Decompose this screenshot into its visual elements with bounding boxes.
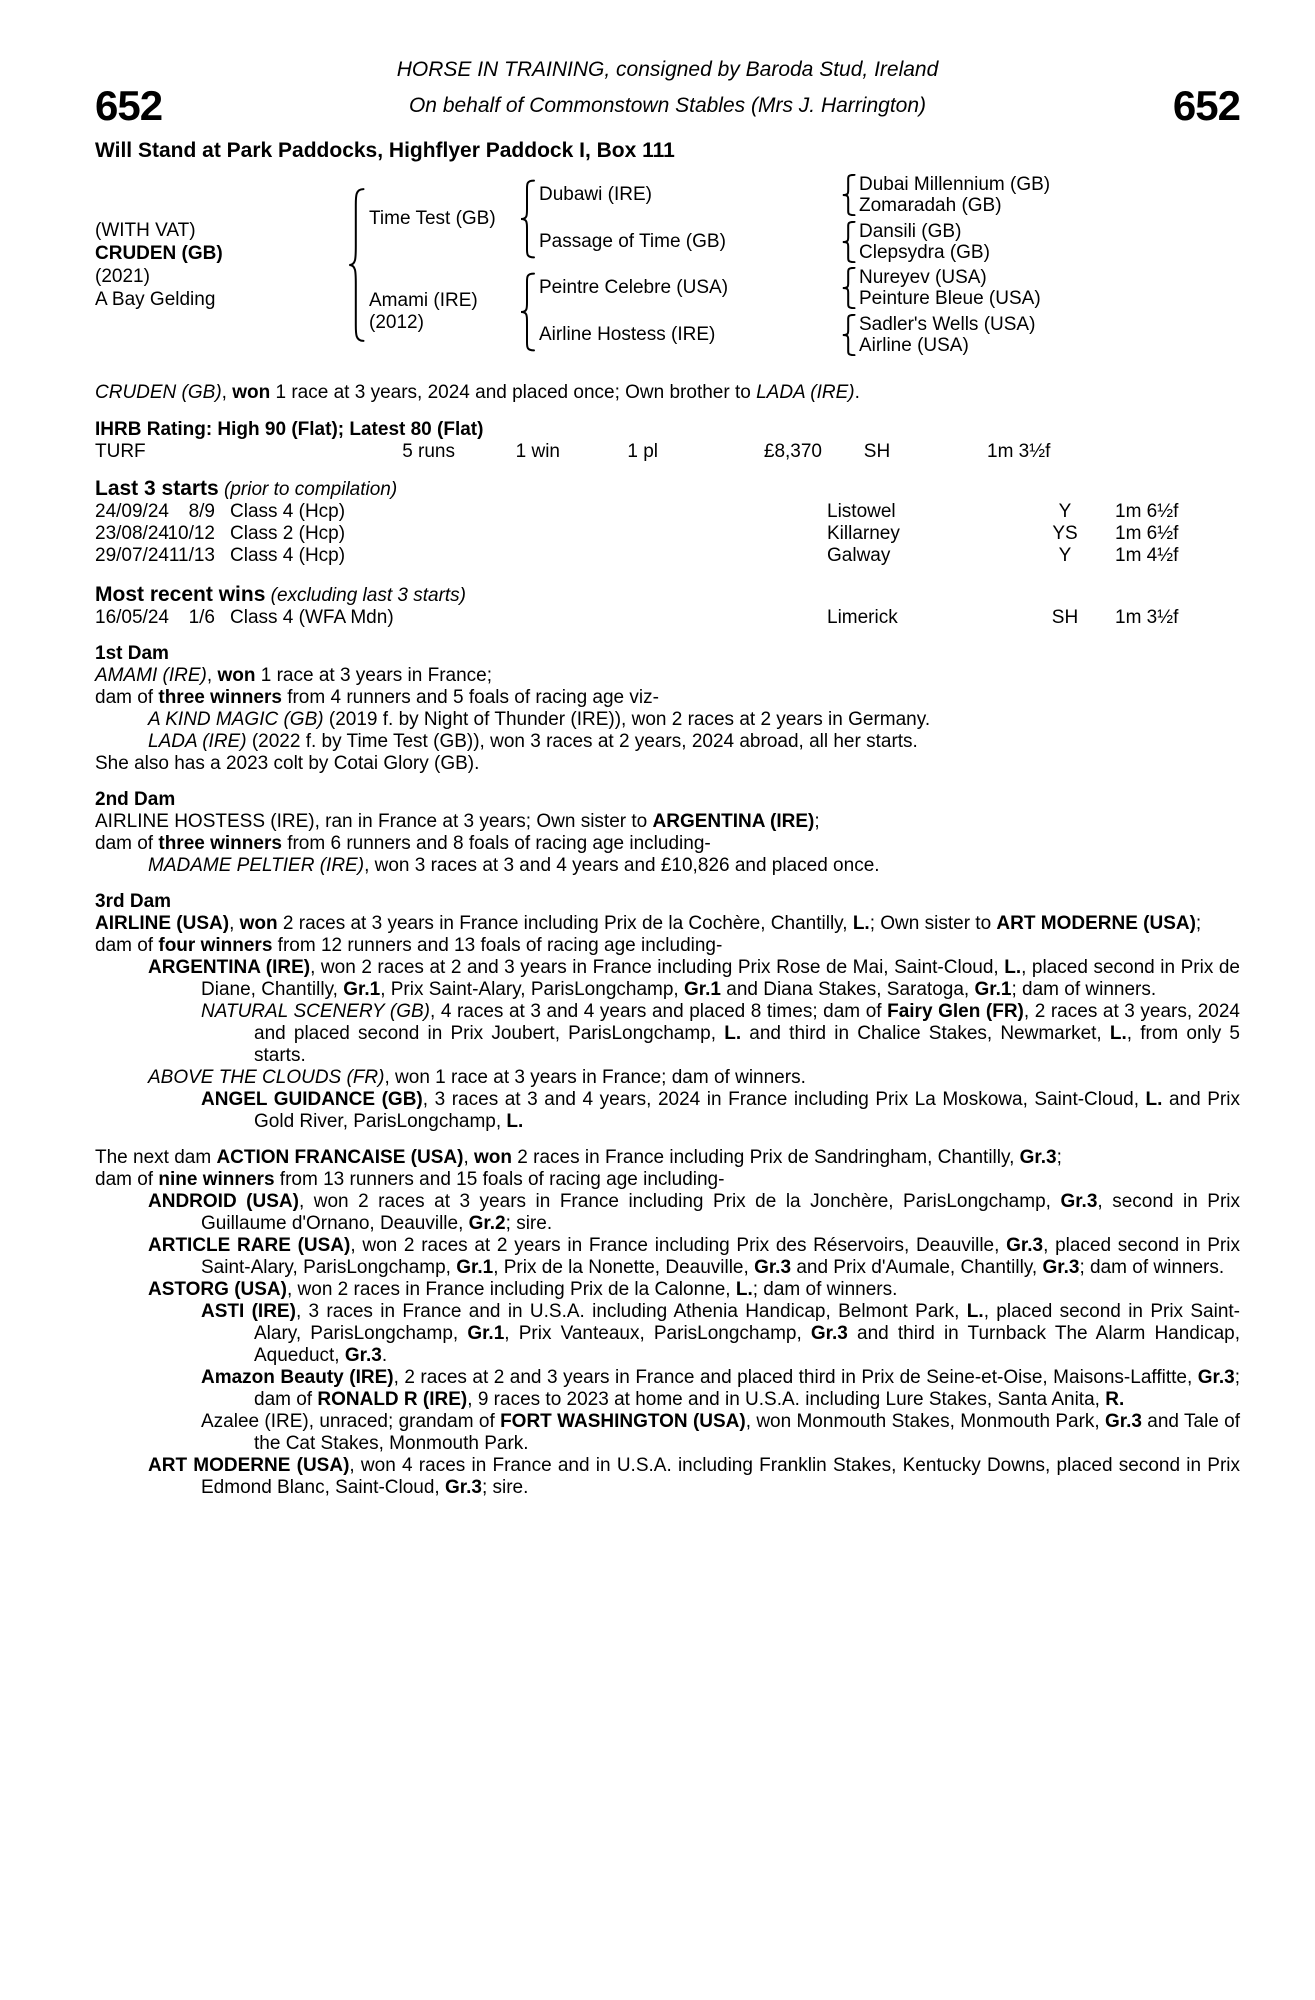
dam-sire-name: Peintre Celebre (USA)	[539, 277, 729, 299]
race-course: Limerick	[827, 607, 898, 628]
sire-dam-branch	[539, 219, 1240, 266]
race-date: 24/09/24	[95, 501, 169, 522]
pedigree-paragraph: MADAME PELTIER (IRE), won 3 races at 3 and 4 years and £10,826 and placed once.	[148, 855, 880, 876]
race-position: 10/12	[167, 523, 215, 544]
dam-dam-dam-name: Airline (USA)	[859, 334, 969, 356]
pedigree-paragraph: AIRLINE (USA), won 2 races at 3 years in France including Prix de la Cochère, Chantilly, L.; Own sister to ART MODERNE (USA);	[95, 913, 1202, 934]
race-going: Y	[1058, 501, 1072, 522]
subject-vat-note: (WITH VAT)	[95, 220, 196, 241]
last-starts-heading	[95, 477, 1240, 501]
section-1st-dam	[95, 643, 1240, 775]
race-course: Listowel	[827, 501, 896, 522]
stand-location-line: Will Stand at Park Paddocks, Highflyer Paddock I, Box 111	[95, 139, 675, 162]
recent-wins-block	[95, 583, 1240, 629]
dam-branch	[369, 265, 1240, 358]
race-position: 11/13	[168, 545, 215, 566]
dam-sire-dam-name: Peinture Bleue (USA)	[859, 288, 1041, 310]
sire-sire-name: Dubawi (IRE)	[539, 184, 652, 206]
dam-year: (2012)	[369, 311, 424, 333]
sire-sire-branch	[539, 172, 1240, 219]
pedigree-paragraph: dam of nine winners from 13 runners and 15 foals of racing age including-	[95, 1169, 725, 1190]
lot-number-left: 652	[95, 82, 163, 129]
pedigree-subject	[95, 172, 347, 358]
pedigree-brace	[841, 265, 859, 312]
pedigree-paragraph: LADA (IRE) (2022 f. by Time Test (GB)), won 3 races at 2 years, 2024 abroad, all her starts.	[148, 731, 918, 752]
sire-sire-dam-name: Zomaradah (GB)	[859, 195, 1002, 217]
last-starts-block	[95, 477, 1240, 567]
horse-summary: CRUDEN (GB), won 1 race at 3 years, 2024 and placed once; Own brother to LADA (IRE).	[95, 382, 860, 403]
race-course: Killarney	[827, 523, 900, 544]
race-distance: 1m 3½f	[1115, 607, 1179, 628]
recent-wins-note: (excluding last 3 starts)	[270, 585, 467, 606]
rating-places: 1 pl	[627, 441, 658, 462]
rating-runs: 5 runs	[402, 441, 455, 462]
sire-dam-sire-name: Dansili (GB)	[859, 220, 962, 242]
pedigree-brace	[519, 265, 539, 358]
dam-dam-branch	[539, 312, 1240, 359]
race-distance: 1m 4½f	[1115, 545, 1179, 566]
pedigree-brace	[841, 219, 859, 266]
pedigree-paragraph: ANDROID (USA), won 2 races at 3 years in France including Prix de la Jonchère, ParisLongchamp, Gr.3, second in Prix Guillaume d'Ornano, Deauville, Gr.2; sire.	[148, 1191, 1240, 1234]
dam-sire-branch	[539, 265, 1240, 312]
rating-surface: TURF	[95, 441, 146, 462]
pedigree-paragraph: AMAMI (IRE), won 1 race at 3 years in France;	[95, 665, 493, 686]
recent-wins-title: Most recent wins	[95, 583, 266, 606]
last-starts-note: (prior to compilation)	[224, 479, 398, 500]
pedigree-paragraph: dam of three winners from 6 runners and 8 foals of racing age including-	[95, 833, 711, 854]
consignment-line: HORSE IN TRAINING, consigned by Baroda Stud, Ireland	[396, 58, 939, 81]
pedigree-brace	[841, 172, 859, 219]
race-date: 16/05/24	[95, 607, 169, 628]
race-date: 23/08/24	[95, 523, 169, 544]
race-class: Class 4 (Hcp)	[230, 501, 346, 522]
rating-going: SH	[863, 441, 891, 462]
section-heading: 1st Dam	[95, 643, 169, 664]
pedigree-paragraph: ASTI (IRE), 3 races in France and in U.S.A. including Athenia Handicap, Belmont Park, L., placed second in Prix Saint-Alary, ParisLongchamp, Gr.1, Prix Vanteaux, ParisLongchamp, Gr.3 and third in Turnback The Alarm Handicap, Aqueduct, Gr.3.	[201, 1301, 1240, 1366]
rating-block	[95, 419, 1240, 463]
sire-dam-dam-name: Clepsydra (GB)	[859, 241, 990, 263]
race-distance: 1m 6½f	[1115, 501, 1179, 522]
sire-dam-name: Passage of Time (GB)	[539, 230, 726, 252]
sire-name: Time Test (GB)	[369, 207, 496, 229]
race-row	[95, 523, 1240, 545]
race-row	[95, 501, 1240, 523]
rating-earnings: £8,370	[763, 441, 822, 462]
race-row	[95, 545, 1240, 567]
race-going: YS	[1052, 523, 1078, 544]
pedigree-paragraph: dam of four winners from 12 runners and 13 foals of racing age including-	[95, 935, 723, 956]
dam-dam-sire-name: Sadler's Wells (USA)	[859, 313, 1036, 335]
pedigree-paragraph: ASTORG (USA), won 2 races in France including Prix de la Calonne, L.; dam of winners.	[148, 1279, 898, 1300]
pedigree-paragraph: ARTICLE RARE (USA), won 2 races at 2 years in France including Prix des Réservoirs, Deauville, Gr.3, placed second in Prix Saint-Alary, ParisLongchamp, Gr.1, Prix de la Nonette, Deauville, Gr.3 and Prix d'Aumale, Chantilly, Gr.3; dam of winners.	[148, 1235, 1240, 1278]
race-course: Galway	[827, 545, 891, 566]
race-distance: 1m 6½f	[1115, 523, 1179, 544]
pedigree-paragraph: ANGEL GUIDANCE (GB), 3 races at 3 and 4 years, 2024 in France including Prix La Moskowa, Saint-Cloud, L. and Prix Gold River, ParisLongchamp, L.	[201, 1089, 1240, 1132]
section-heading: 2nd Dam	[95, 789, 176, 810]
header-row	[95, 84, 1240, 128]
race-going: SH	[1051, 607, 1079, 628]
race-class: Class 4 (Hcp)	[230, 545, 346, 566]
race-class: Class 2 (Hcp)	[230, 523, 346, 544]
behalf-line: On behalf of Commonstown Stables (Mrs J. Harrington)	[408, 94, 927, 117]
race-position: 1/6	[188, 607, 215, 628]
recent-wins-heading	[95, 583, 1240, 607]
dam-name: Amami (IRE)	[369, 289, 478, 311]
pedigree-brace	[347, 172, 369, 358]
sire-sire-sire-name: Dubai Millennium (GB)	[859, 174, 1051, 196]
pedigree-paragraph: dam of three winners from 4 runners and 5 foals of racing age viz-	[95, 687, 659, 708]
race-going: Y	[1058, 545, 1072, 566]
pedigree-paragraph: ART MODERNE (USA), won 4 races in France and in U.S.A. including Franklin Stakes, Kentucky Downs, placed second in Prix Edmond Blanc, Saint-Cloud, Gr.3; sire.	[148, 1455, 1240, 1498]
dam-sire-sire-name: Nureyev (USA)	[859, 267, 987, 289]
pedigree-paragraph: Amazon Beauty (IRE), 2 races at 2 and 3 years in France and placed third in Prix de Seine-et-Oise, Maisons-Laffitte, Gr.3; dam of RONALD R (IRE), 9 races to 2023 at home and in U.S.A. including Lure Stakes, Santa Anita, R.	[201, 1367, 1240, 1410]
subject-year: (2021)	[95, 266, 150, 287]
race-date: 29/07/24	[95, 545, 169, 566]
rating-wins: 1 win	[515, 441, 560, 462]
pedigree-paragraph: A KIND MAGIC (GB) (2019 f. by Night of Thunder (IRE)), won 2 races at 2 years in Germany.	[148, 709, 931, 730]
rating-distance: 1m 3½f	[987, 441, 1051, 462]
subject-description: A Bay Gelding	[95, 289, 216, 310]
pedigree-paragraph: ARGENTINA (IRE), won 2 races at 2 and 3 years in France including Prix Rose de Mai, Saint-Cloud, L., placed second in Prix de Diane, Chantilly, Gr.1, Prix Saint-Alary, ParisLongchamp, Gr.1 and Diana Stakes, Saratoga, Gr.1; dam of winners.	[148, 957, 1240, 1000]
lot-number-right: 652	[1172, 82, 1240, 129]
pedigree-brace	[841, 312, 859, 359]
section-3rd-dam	[95, 891, 1240, 1133]
pedigree-generations	[369, 172, 1240, 358]
race-class: Class 4 (WFA Mdn)	[230, 607, 394, 628]
rating-heading: IHRB Rating: High 90 (Flat); Latest 80 (Flat)	[95, 419, 484, 440]
pedigree-paragraph: The next dam ACTION FRANCAISE (USA), won 2 races in France including Prix de Sandringham, Chantilly, Gr.3;	[95, 1147, 1062, 1168]
section-2nd-dam	[95, 789, 1240, 877]
dam-dam-name: Airline Hostess (IRE)	[539, 323, 716, 345]
section-next-dam	[95, 1147, 1240, 1499]
race-position: 8/9	[188, 501, 215, 522]
rating-row	[95, 441, 1240, 463]
pedigree-paragraph: AIRLINE HOSTESS (IRE), ran in France at 3 years; Own sister to ARGENTINA (IRE);	[95, 811, 820, 832]
race-row	[95, 607, 1240, 629]
pedigree-paragraph: ABOVE THE CLOUDS (FR), won 1 race at 3 years in France; dam of winners.	[148, 1067, 806, 1088]
subject-name: CRUDEN (GB)	[95, 243, 223, 264]
pedigree-paragraph: Azalee (IRE), unraced; grandam of FORT WASHINGTON (USA), won Monmouth Stakes, Monmouth Park, Gr.3 and Tale of the Cat Stakes, Monmouth Park.	[201, 1411, 1240, 1454]
pedigree-brace	[519, 172, 539, 265]
last-starts-title: Last 3 starts	[95, 477, 219, 500]
section-heading: 3rd Dam	[95, 891, 172, 912]
sire-branch	[369, 172, 1240, 265]
pedigree-paragraph: NATURAL SCENERY (GB), 4 races at 3 and 4 years and placed 8 times; dam of Fairy Glen (FR), 2 races at 3 years, 2024 and placed second in Prix Joubert, ParisLongchamp, L. and third in Chalice Stakes, Newmarket, L., from only 5 starts.	[201, 1001, 1241, 1066]
pedigree-paragraph: She also has a 2023 colt by Cotai Glory (GB).	[95, 753, 480, 774]
pedigree	[95, 172, 1240, 358]
